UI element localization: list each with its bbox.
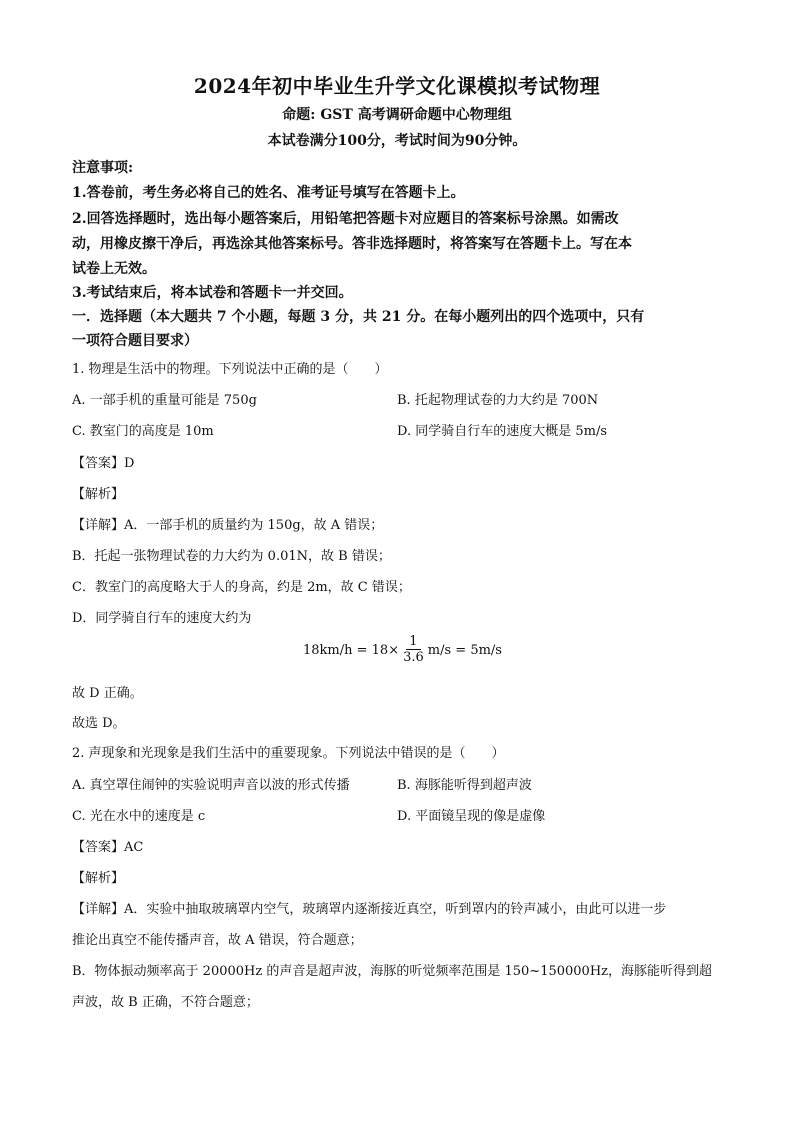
q1-conclusion-1: 故 D 正确。 <box>72 686 143 701</box>
q1-analysis-heading: 【解析】 <box>72 487 125 502</box>
notes-item-2-line-1: 2.回答选择题时，选出每小题答案后，用铅笔把答题卡对应题目的答案标号涂黑。如需改 <box>72 211 619 227</box>
notes-item-3: 3.考试结束后，将本试卷和答题卡一并交回。 <box>72 285 353 301</box>
q2-detail-b-line-2: 声波，故 B 正确，不符合题意； <box>72 995 259 1010</box>
author-line: 命题: GST 高考调研命题中心物理组 <box>282 107 512 123</box>
q2-detail-a-line-2: 推论出真空不能传播声音，故 A 错误，符合题意； <box>72 933 363 948</box>
page-title: 2024年初中毕业生升学文化课模拟考试物理 <box>193 74 601 98</box>
notes-heading: 注意事项: <box>72 160 134 176</box>
formula-denominator: 3.6 <box>403 650 424 665</box>
formula-fraction <box>400 634 427 666</box>
q2-detail-a-line-1: 【详解】A．实验中抽取玻璃罩内空气，玻璃罩内逐渐接近真空，听到罩内的铃声减小，由此可以进一步 <box>72 902 667 917</box>
notes-item-2-line-2: 动，用橡皮擦干净后，再选涂其他答案标号。答非选择题时，将答案写在答题卡上。写在本 <box>72 236 632 252</box>
q2-detail-b-line-1: B．物体振动频率高于 20000Hz 的声音是超声波，海豚的听觉频率范围是 150~150000Hz，海豚能听得到超 <box>72 964 713 979</box>
q2-stem: 2. 声现象和光现象是我们生活中的重要现象。下列说法中错误的是（ ） <box>72 746 505 761</box>
section-heading-line-2: 一项符合题目要求） <box>72 333 198 349</box>
q1-option-c: C. 教室门的高度是 10m <box>72 424 214 439</box>
q2-analysis-heading: 【解析】 <box>72 871 125 886</box>
formula-right: m/s = 5m/s <box>427 642 502 658</box>
notes-item-2-line-3: 试卷上无效。 <box>72 261 156 277</box>
exam-info: 本试卷满分100分，考试时间为90分钟。 <box>267 133 527 149</box>
section-heading-line-1: 一．选择题（本大题共 7 个小题，每题 3 分，共 21 分。在每小题列出的四个选项中，只有 <box>72 309 645 325</box>
q2-option-d: D. 平面镜呈现的像是虚像 <box>397 809 546 824</box>
q2-option-b: B. 海豚能听得到超声波 <box>397 778 532 793</box>
q1-stem: 1. 物理是生活中的物理。下列说法中正确的是（ ） <box>72 362 388 377</box>
q1-option-a: A. 一部手机的重量可能是 750g <box>72 393 257 408</box>
q2-option-c: C. 光在水中的速度是 c <box>72 809 206 824</box>
q1-conclusion-2: 故选 D。 <box>72 716 126 731</box>
q1-answer: 【答案】D <box>72 456 135 471</box>
q1-formula <box>303 634 502 666</box>
q1-detail-c: C．教室门的高度略大于人的身高，约是 2m，故 C 错误； <box>72 580 411 595</box>
q1-detail-a: 【详解】A．一部手机的质量约为 150g，故 A 错误； <box>72 518 384 533</box>
q1-option-b: B. 托起物理试卷的力大约是 700N <box>397 393 599 408</box>
q1-detail-d: D．同学骑自行车的速度大约为 <box>72 611 252 626</box>
formula-numerator: 1 <box>406 634 420 650</box>
q2-answer: 【答案】AC <box>72 840 144 855</box>
q1-detail-b: B．托起一张物理试卷的力大约为 0.01N，故 B 错误； <box>72 549 391 564</box>
formula-left: 18km/h = 18× <box>303 642 400 658</box>
q1-option-d: D. 同学骑自行车的速度大概是 5m/s <box>397 424 608 439</box>
notes-item-1: 1.答卷前，考生务必将自己的姓名、准考证号填写在答题卡上。 <box>72 185 465 201</box>
q2-option-a: A. 真空罩住闹钟的实验说明声音以波的形式传播 <box>72 778 350 793</box>
